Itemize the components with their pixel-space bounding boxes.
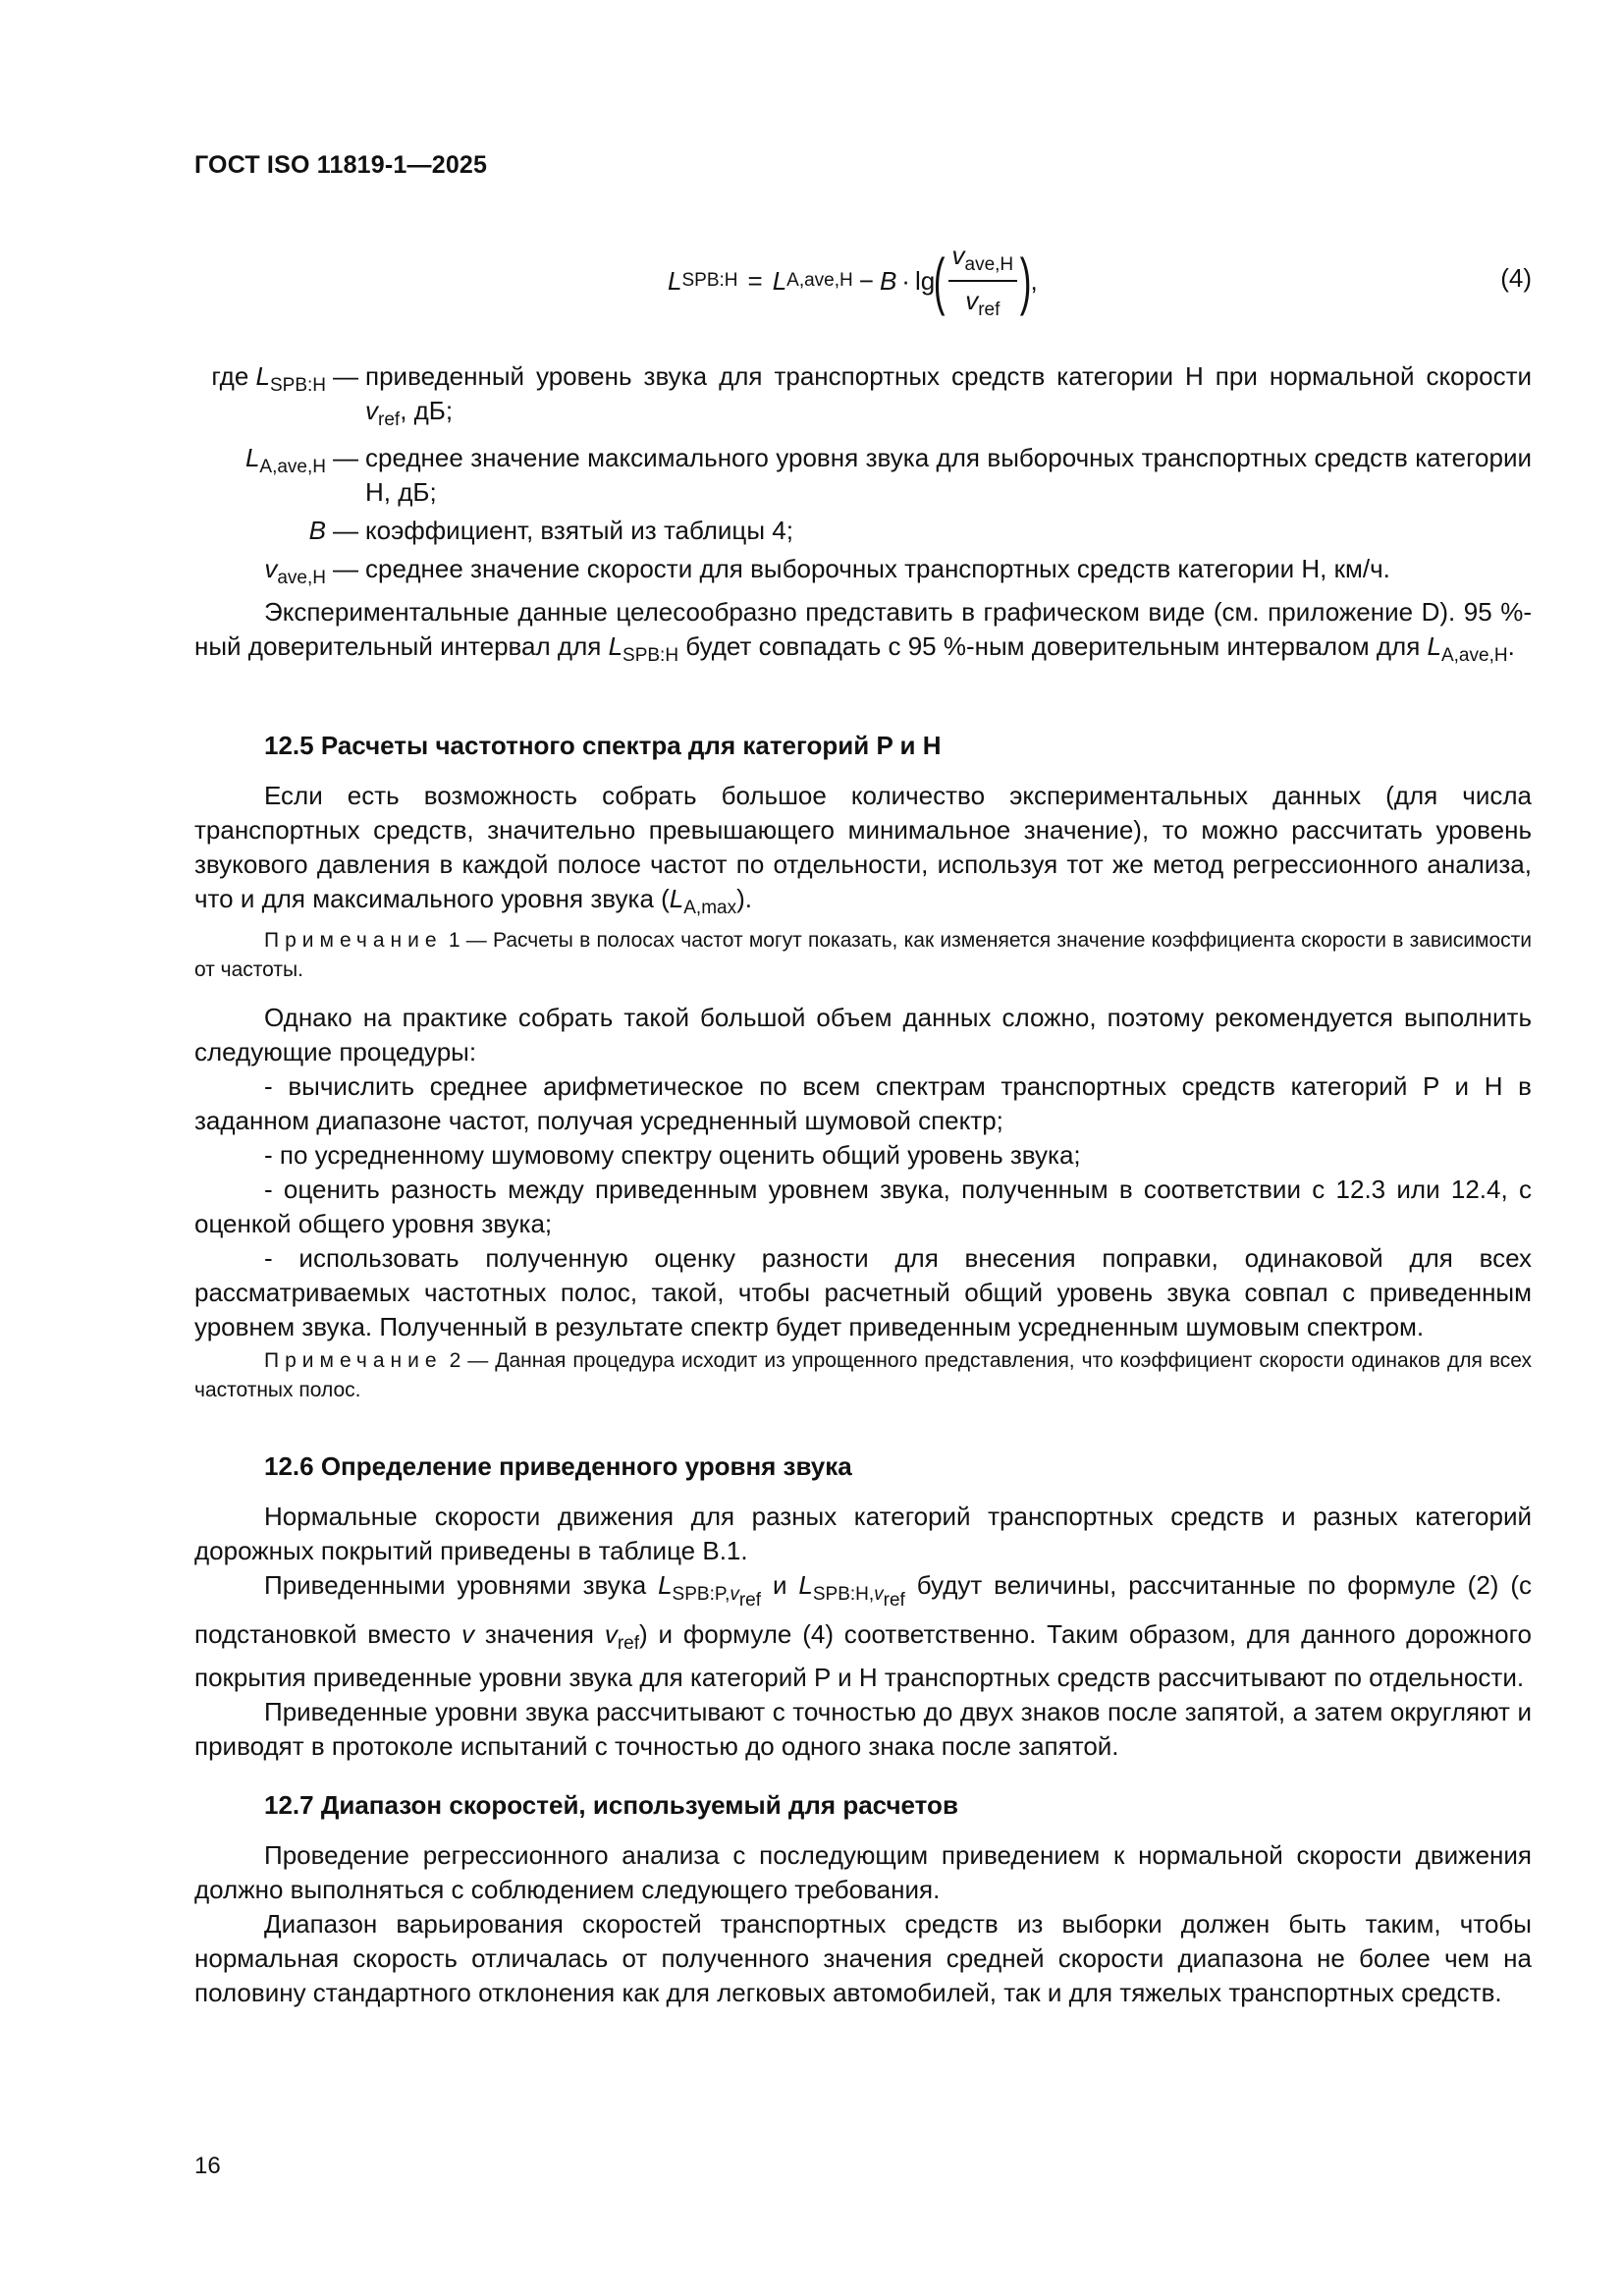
note-2: Примечание 2 — Данная процедура исходит из упрощенного представления, что коэффициент скорости одинаков для всех частотных полос. xyxy=(194,1349,1532,1401)
right-paren: ) xyxy=(1019,246,1032,316)
equation-number: (4) xyxy=(1500,263,1532,293)
document-header: ГОСТ ISO 11819-1—2025 xyxy=(194,151,488,179)
list-item: - использовать полученную оценку разности для внесения поправки, одинаковой для всех рассматриваемых частотных полос, такой, чтобы расчетный общий уровень звука совпал с приведенным уровнем звука. Полученный в результате спектр будет приведенным усредненным шумовым спектром. xyxy=(194,1243,1532,1341)
left-paren: ( xyxy=(933,246,946,316)
paragraph-12-7-b: Диапазон варьирования скоростей транспортных средств из выборки должен быть таким, чтобы нормальная скорость отличалась от полученного значения средней скорости диапазона не более чем на половину стандартного отклонения как для легковых автомобилей, так и для тяжелых транспортных средств. xyxy=(194,1909,1532,2007)
section-12-7-body xyxy=(194,1838,1532,2010)
section-heading-12-5: 12.5 Расчеты частотного спектра для категорий P и H xyxy=(264,731,942,760)
section-heading-12-7: 12.7 Диапазон скоростей, используемый для расчетов xyxy=(264,1790,958,1820)
formula-4-expression: L SPB:H = L A,ave,H − B · lg ( $\frac{v_{ave,H}}{v_{ref}}$ ) , xyxy=(668,241,1038,320)
list-item: - оценить разность между приведенным уровнем звука, полученным в соответствии с 12.3 или 12.4, с оценкой общего уровня звука; xyxy=(194,1175,1532,1238)
fraction: $\frac{v_{ave,H}}{v_{ref}}$ xyxy=(948,241,1018,321)
paragraph-12-6-b: Приведенными уровнями звука $L_{SPB:P,v_{ref}}$ и $L_{SPB:H,v_{ref}}$ будут величины, рассчитанные по формуле (2) (с подстановкой вместо v значения $v_{ref}$) и формуле (4) соответственно. Таким образом, для данного дорожного покрытия приведенные уровни звука для категорий P и H транспортных средств рассчитывают по отдельности. xyxy=(194,1570,1533,1692)
paragraph-experimental: Экспериментальные данные целесообразно представить в графическом виде (см. приложение D). 95 %-ный доверительный интервал для $L_{SPB:H}$ будет совпадать с 95 %-ным доверительным интервалом для $L_{A,ave,H}$. xyxy=(194,597,1532,666)
procedure-list xyxy=(194,1001,1532,1344)
list-item: - вычислить среднее арифметическое по всем спектрам транспортных средств категорий P и H в заданном диапазоне частот, получая усредненный шумовой спектр; xyxy=(194,1071,1532,1135)
definition-list xyxy=(194,359,1532,599)
paragraph-12-7-a: Проведение регрессионного анализа с последующим приведением к нормальной скорости движения должно выполняться с соблюдением следующего требования. xyxy=(194,1840,1532,1904)
list-item: - по усредненному шумовому спектру оценить общий уровень звука; xyxy=(264,1140,1081,1170)
page-number: 16 xyxy=(194,2153,221,2179)
paragraph-12-6-a: Нормальные скорости движения для разных категорий транспортных средств и разных категорий дорожных покрытий приведены в таблице B.1. xyxy=(194,1502,1532,1565)
formula-4 xyxy=(668,232,1532,330)
definition-item: $v_{ave,H}$ — среднее значение скорости для выборочных транспортных средств категории H, км/ч. xyxy=(264,554,1390,588)
section-heading-12-6: 12.6 Определение приведенного уровня звука xyxy=(264,1451,852,1481)
paragraph-12-5: Если есть возможность собрать большое количество экспериментальных данных (для числа транспортных средств, значительно превышающего минимальное значение), то можно рассчитать уровень звукового давления в каждой полосе частот по отдельности, используя тот же метод регрессионного анализа, что и для максимального уровня звука $(L_{A,max})$. xyxy=(194,781,1532,918)
definition-item: B — коэффициент, взятый из таблицы 4; xyxy=(308,516,793,545)
paragraph-practice: Однако на практике собрать такой большой объем данных сложно, поэтому рекомендуется выполнить следующие процедуры: xyxy=(194,1003,1532,1066)
note-1: Примечание 1 — Расчеты в полосах частот могут показать, как изменяется значение коэффициента скорости в зависимости от частоты. xyxy=(194,929,1532,981)
section-12-6-body xyxy=(194,1500,1532,1764)
definition-item: где $L_{SPB:H}$ — приведенный уровень звука для транспортных средств категории H при нормальной скорости $v_{ref}$, дБ; xyxy=(211,361,1532,430)
paragraph-12-6-c: Приведенные уровни звука рассчитывают с точностью до двух знаков после запятой, а затем округляют и приводят в протоколе испытаний с точностью до одного знака после запятой. xyxy=(194,1697,1532,1761)
definition-item: $L_{A,ave,H}$ — среднее значение максимального уровня звука для выборочных транспортных средств категории H, дБ; xyxy=(244,443,1532,507)
